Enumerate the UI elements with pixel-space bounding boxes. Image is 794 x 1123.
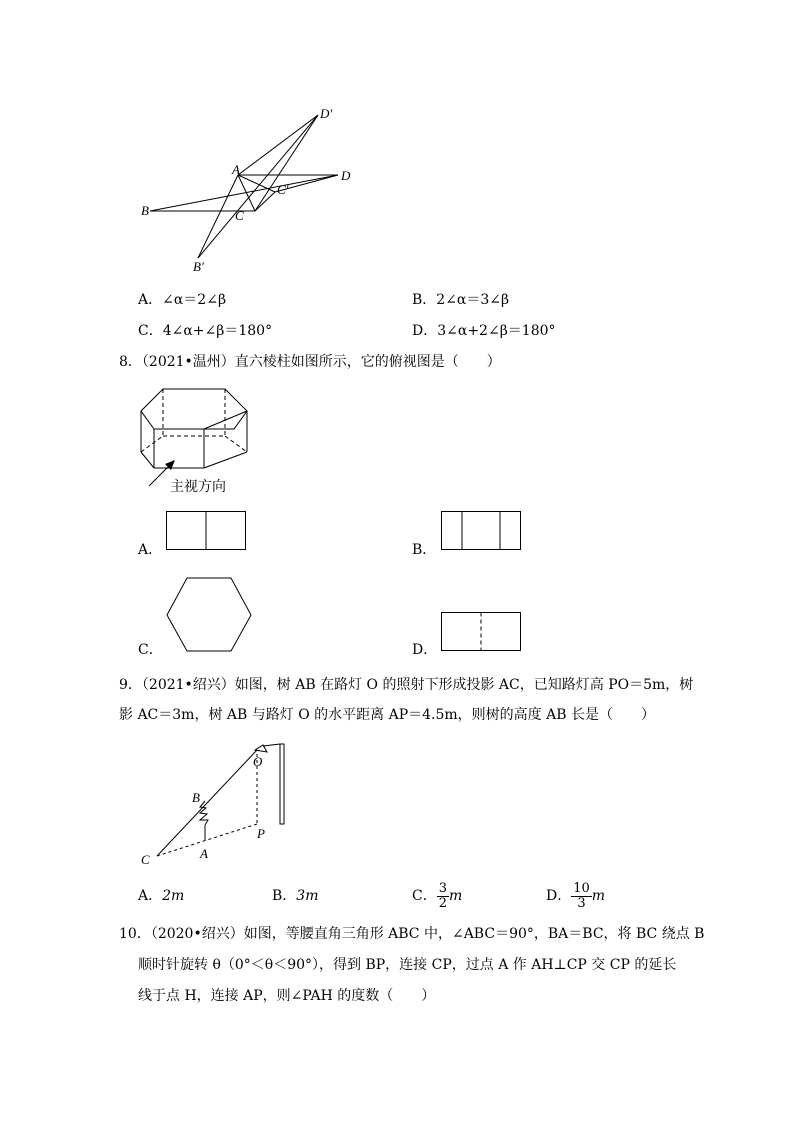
option-letter: B． <box>412 292 437 308</box>
q9-option-a <box>138 886 184 906</box>
line-D-prime-B-prime <box>198 115 318 258</box>
numerator: 3 <box>438 880 447 896</box>
label-C: C <box>235 208 244 223</box>
option-letter: D． <box>412 323 438 339</box>
option-text: 3m <box>296 888 319 904</box>
fraction <box>437 882 449 911</box>
option-letter: C． <box>412 888 437 904</box>
line-BD <box>150 175 338 211</box>
q9-option-d <box>546 878 605 914</box>
label-B: B <box>141 203 149 218</box>
q10-line3: 线于点 H，连接 AP，则∠PAH 的度数（ ） <box>138 988 436 1004</box>
option-letter: C． <box>138 323 163 339</box>
q7-option-a <box>138 290 226 310</box>
q8-option-c-figure <box>165 577 255 653</box>
label-A: A <box>200 846 208 861</box>
q8-figure-caption: 主视方向 <box>170 479 226 495</box>
option-letter: D． <box>546 888 572 904</box>
q8-option-b-letter: B． <box>412 542 437 558</box>
q8-option-b-figure <box>441 511 521 551</box>
option-text: 2∠α＝3∠β <box>436 292 510 308</box>
q8-stem: 8．（2021•温州）直六棱柱如图所示，它的俯视图是（ ） <box>119 354 501 370</box>
q10-line1: 10．（2020•绍兴）如图，等腰直角三角形 ABC 中，∠ABC＝90°，BA＝BC，将 BC 绕点 B <box>119 926 705 942</box>
label-D-prime: D′ <box>320 106 333 121</box>
denominator: 3 <box>577 895 586 911</box>
q7-option-c <box>138 321 272 341</box>
q8-option-c-letter: C． <box>138 642 163 658</box>
q8-option-a-letter: A． <box>138 542 163 558</box>
option-text: ∠α＝2∠β <box>162 292 227 308</box>
q7-option-d <box>412 321 556 341</box>
q9-stem-line1: 9．（2021•绍兴）如图，树 AB 在路灯 O 的照射下形成投影 AC，已知路灯高 PO＝5m，树 <box>119 677 694 693</box>
option-letter: A． <box>138 292 163 308</box>
line-AC-prime <box>238 175 275 192</box>
label-P: P <box>257 826 265 841</box>
q9-option-c <box>412 878 462 914</box>
option-letter: B． <box>272 888 297 904</box>
unit: m <box>591 888 606 904</box>
label-C: C <box>141 852 150 867</box>
line-AB-prime <box>198 175 238 258</box>
label-A: A <box>232 162 240 177</box>
numerator: 10 <box>573 880 590 896</box>
label-O: O <box>253 754 263 769</box>
q9-streetlight-figure <box>135 738 305 868</box>
q8-option-d-figure <box>441 612 521 652</box>
q10-line2: 顺时针旋转 θ（0°＜θ＜90°），得到 BP，连接 CP，过点 A 作 AH⊥CP 交 CP 的延长 <box>138 957 677 973</box>
option-letter: A． <box>138 888 163 904</box>
option-text: 4∠α+∠β＝180° <box>162 323 273 339</box>
q8-option-d-letter: D． <box>412 642 438 658</box>
q9-option-b <box>272 886 318 906</box>
label-D: D <box>341 168 351 183</box>
q9-stem-line2: 影 AC＝3m，树 AB 与路灯 O 的水平距离 AP＝4.5m，则树的高度 AB 长是（ ） <box>119 707 655 723</box>
line-CC-prime <box>255 192 275 211</box>
fraction <box>571 882 592 911</box>
option-text: 3∠α+2∠β＝180° <box>437 323 556 339</box>
q7-geometry-figure <box>130 100 370 280</box>
denominator: 2 <box>438 895 447 911</box>
label-C-prime: C′ <box>277 182 289 197</box>
q8-prism-figure <box>135 382 255 492</box>
label-B-prime: B′ <box>193 259 204 274</box>
q8-option-a-figure <box>166 511 246 551</box>
label-B: B <box>192 790 200 805</box>
q7-option-b <box>412 290 509 310</box>
unit: m <box>449 888 463 904</box>
line-AD-prime <box>238 115 318 175</box>
option-text: 2m <box>162 888 185 904</box>
